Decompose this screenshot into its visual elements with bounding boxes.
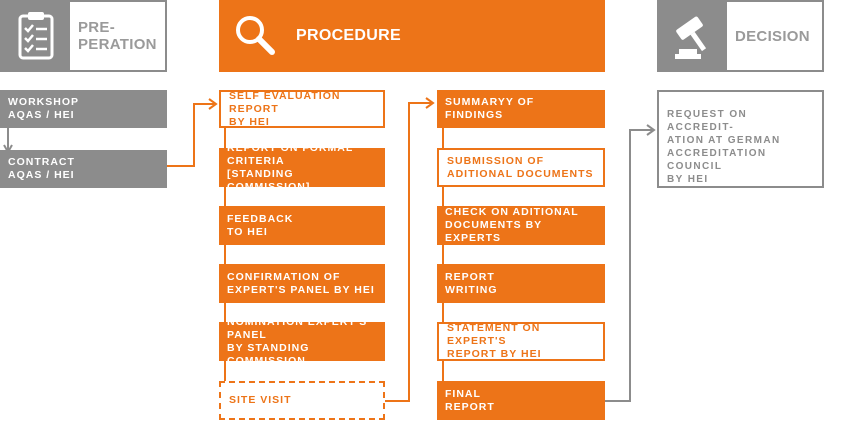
- procedure-header: [219, 0, 605, 72]
- procedure-title: PROCEDURE: [288, 3, 602, 69]
- step-summary-of-findings: SUMMARYY OF FINDINGS: [437, 90, 605, 128]
- step-report-formal-criteria: REPORT ON FORMAL CRITERIA [STANDING COMMISSION]: [219, 148, 385, 187]
- decision-header: [657, 0, 824, 72]
- step-nomination-experts-panel: NOMINATION EXPERT'S PANEL BY STANDING COMMISSION: [219, 322, 385, 361]
- preparation-title: PRE- PERATION: [70, 2, 165, 70]
- step-workshop: WORKSHOP AQAS / HEI: [0, 90, 167, 128]
- preparation-header: [0, 0, 167, 72]
- step-confirmation-experts-panel: CONFIRMATION OF EXPERT'S PANEL BY HEI: [219, 264, 385, 303]
- step-report-writing: REPORT WRITING: [437, 264, 605, 303]
- step-statement-experts-report: STATEMENT ON EXPERT'S REPORT BY HEI: [437, 322, 605, 361]
- decision-title: DECISION: [727, 2, 822, 70]
- gavel-icon: [659, 2, 727, 70]
- step-site-visit: SITE VISIT: [219, 381, 385, 420]
- step-feedback-to-hei: FEEDBACK TO HEI: [219, 206, 385, 245]
- magnifier-icon: [222, 3, 288, 69]
- step-self-evaluation-report: SELF EVALUATION REPORT BY HEI: [219, 90, 385, 128]
- step-submission-additional-documents: SUBMISSION OF ADITIONAL DOCUMENTS: [437, 148, 605, 187]
- step-final-report: FINAL REPORT: [437, 381, 605, 420]
- step-request-accreditation: REQUEST ON ACCREDIT- ATION AT GERMAN ACCREDITATION COUNCIL BY HEI: [657, 90, 824, 188]
- clipboard-checklist-icon: [2, 2, 70, 70]
- step-contract: CONTRACT AQAS / HEI: [0, 150, 167, 188]
- step-check-additional-documents: CHECK ON ADITIONAL DOCUMENTS BY EXPERTS: [437, 206, 605, 245]
